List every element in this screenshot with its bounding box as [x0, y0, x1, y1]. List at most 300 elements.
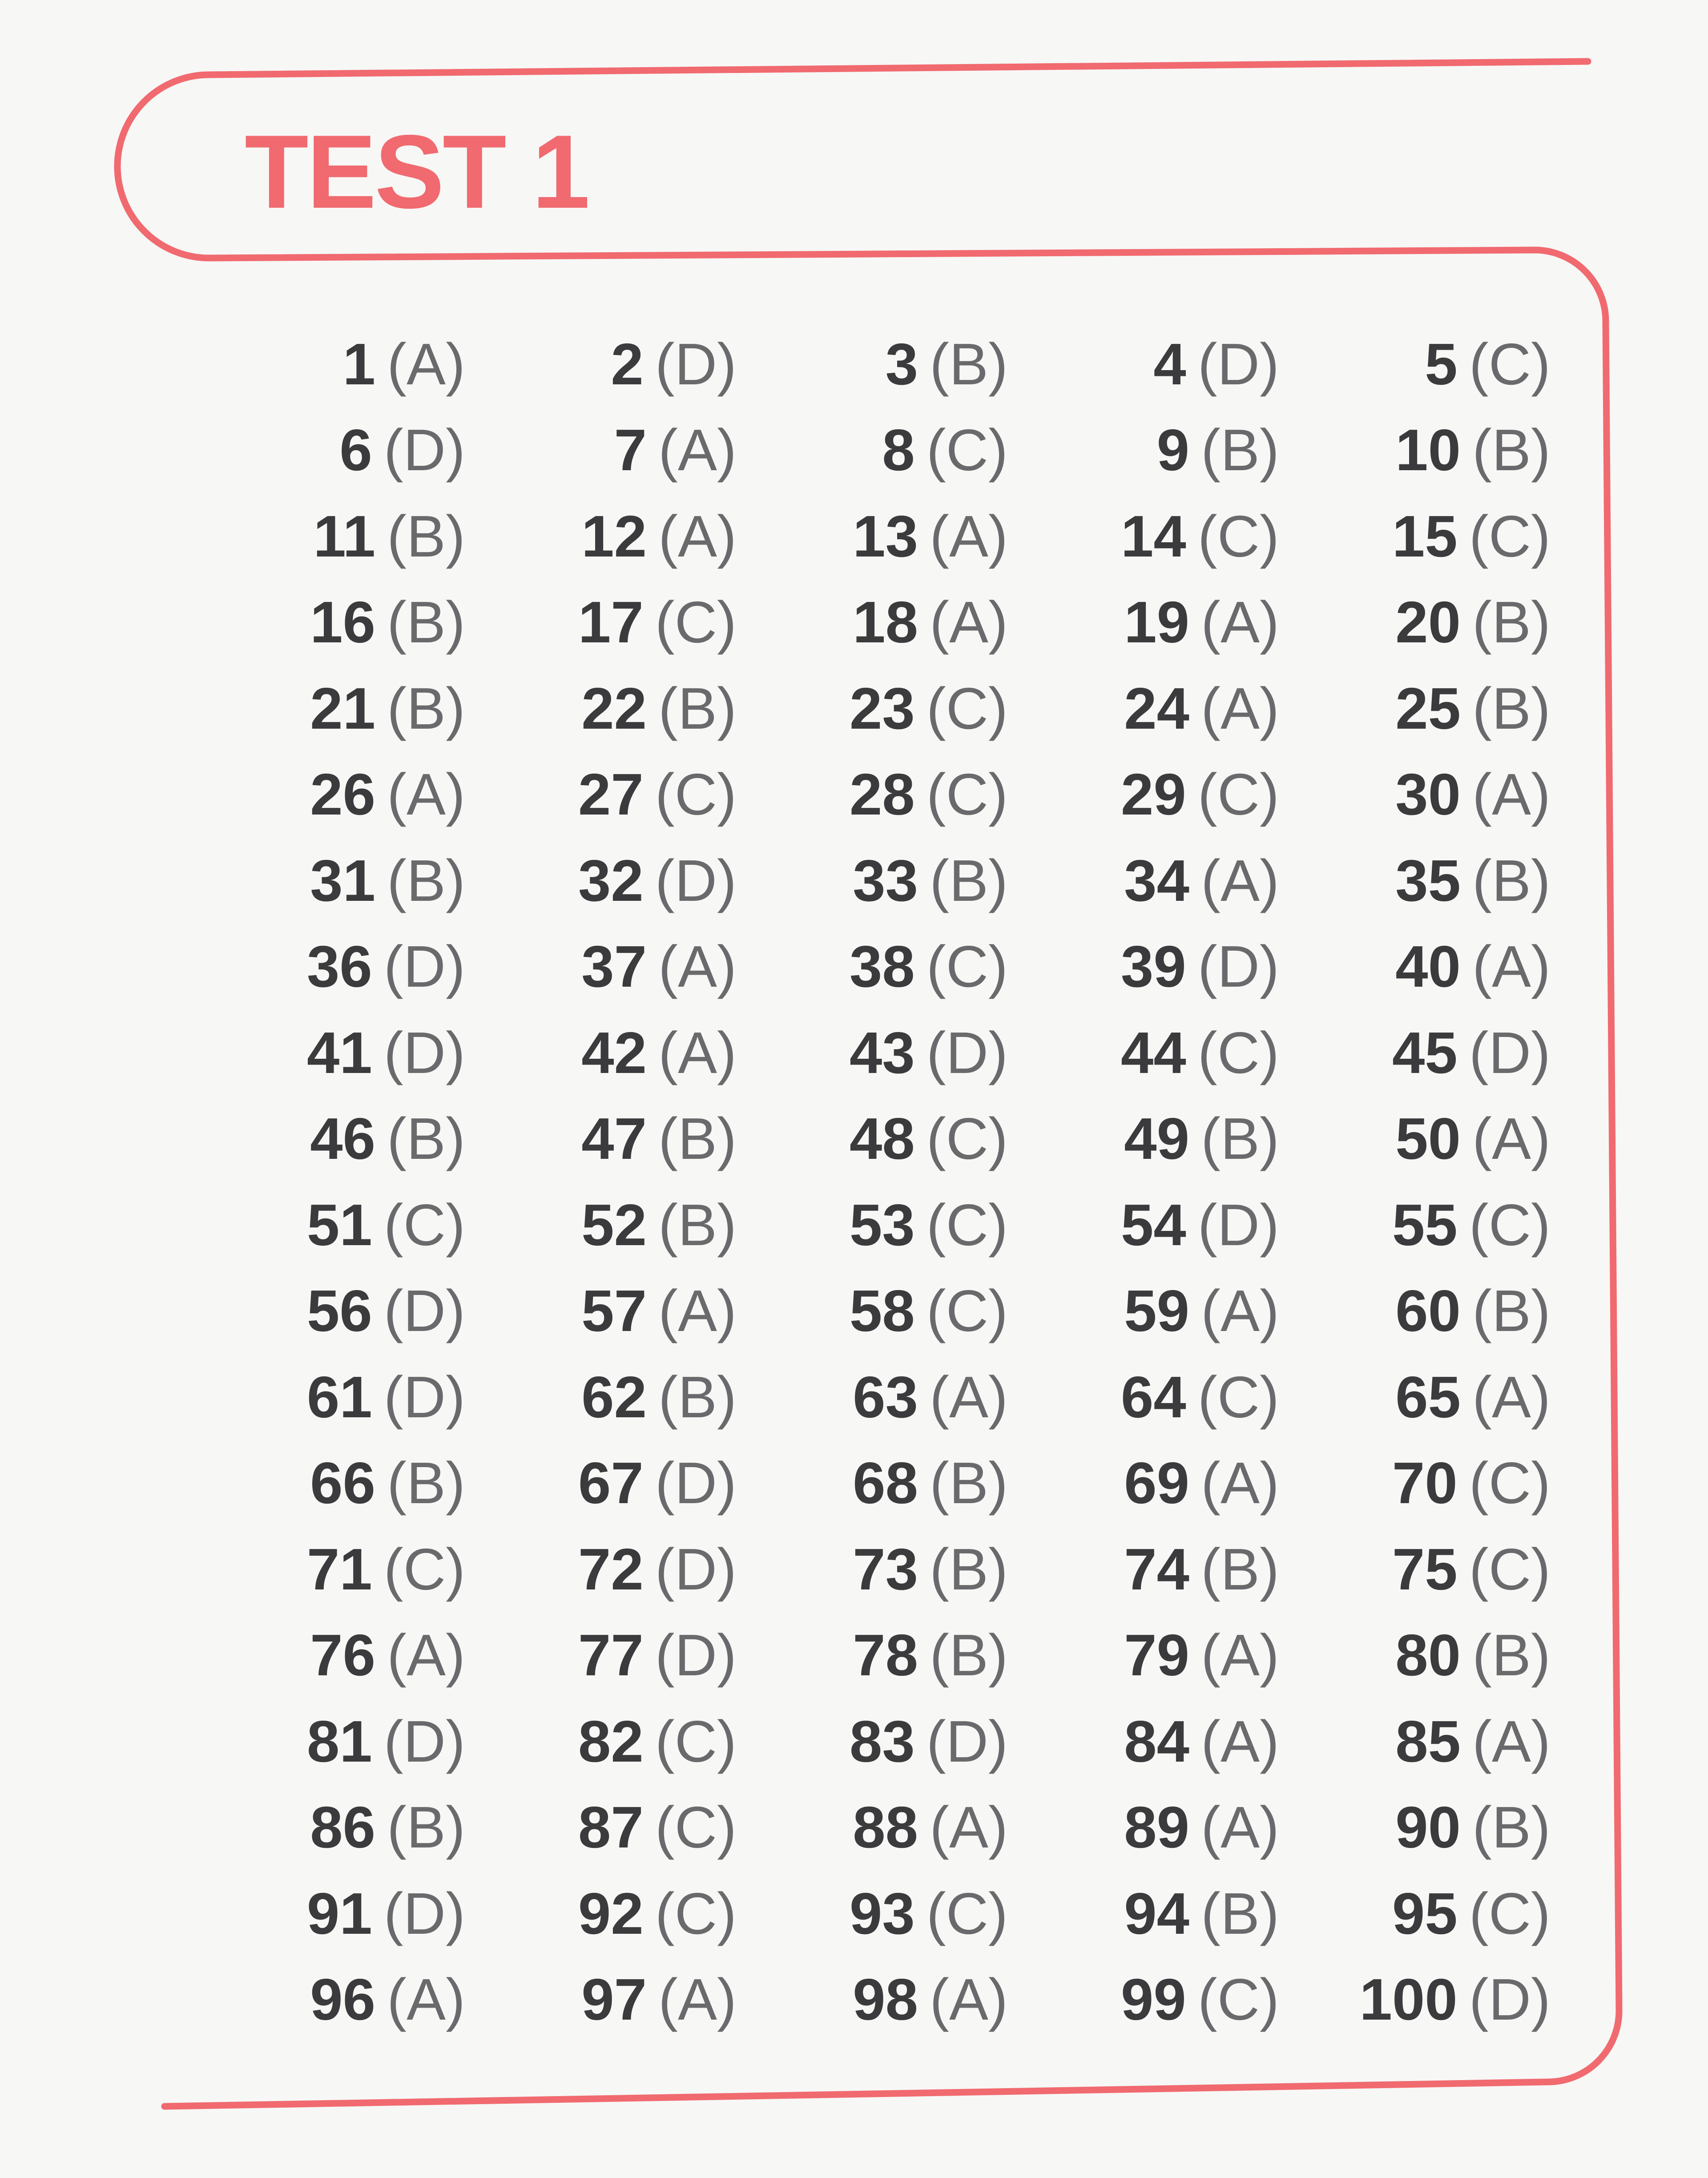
question-number: 10 — [1395, 417, 1461, 483]
answer-choice: (D) — [1197, 1192, 1279, 1258]
answer-choice: (D) — [383, 1020, 465, 1085]
question-number: 98 — [853, 1967, 918, 2033]
question-number: 31 — [310, 847, 376, 913]
answer-choice: (B) — [930, 1450, 1008, 1516]
question-number: 18 — [853, 589, 918, 655]
question-number: 74 — [1124, 1536, 1190, 1602]
answer-choice: (C) — [1197, 1020, 1279, 1085]
answer-choice: (C) — [1469, 1880, 1551, 1946]
answer-choice: (C) — [655, 1880, 737, 1946]
answer-item — [1290, 666, 1561, 752]
answer-item — [1019, 1182, 1290, 1268]
answer-choice: (A) — [1201, 1622, 1279, 1688]
answer-choice: (D) — [1197, 331, 1279, 397]
answer-item — [1019, 1010, 1290, 1096]
answer-item — [1290, 1957, 1561, 2043]
question-number: 57 — [581, 1278, 647, 1344]
answer-item — [1290, 924, 1561, 1010]
question-number: 85 — [1395, 1708, 1461, 1774]
answer-item — [1019, 1440, 1290, 1527]
question-number: 9 — [1156, 417, 1190, 483]
answer-item — [205, 1354, 476, 1440]
question-number: 7 — [614, 417, 647, 483]
answer-choice: (B) — [658, 1106, 737, 1172]
answer-choice: (A) — [930, 503, 1008, 569]
answer-choice: (B) — [387, 847, 465, 913]
answer-choice: (A) — [658, 1020, 737, 1085]
answer-choice: (A) — [1201, 1450, 1279, 1516]
question-number: 55 — [1392, 1192, 1458, 1258]
answer-item — [1290, 321, 1561, 407]
question-number: 3 — [885, 331, 918, 397]
question-number: 24 — [1124, 675, 1190, 741]
answer-item — [476, 752, 747, 838]
question-number: 14 — [1120, 503, 1186, 569]
question-number: 58 — [849, 1278, 915, 1344]
question-number: 76 — [310, 1622, 376, 1688]
question-number: 64 — [1120, 1364, 1186, 1430]
answer-item — [205, 924, 476, 1010]
answer-item — [476, 1268, 747, 1355]
question-number: 25 — [1395, 675, 1461, 741]
answer-item — [747, 580, 1019, 666]
answer-choice: (D) — [1469, 1020, 1551, 1085]
answer-item — [476, 1526, 747, 1613]
question-number: 90 — [1395, 1795, 1461, 1860]
question-number: 68 — [853, 1450, 918, 1516]
answer-item — [1290, 580, 1561, 666]
answer-choice: (A) — [1472, 1364, 1551, 1430]
question-number: 89 — [1124, 1795, 1190, 1860]
question-number: 36 — [306, 934, 372, 1000]
answer-choice: (C) — [1197, 1967, 1279, 2033]
answer-choice: (A) — [1201, 1795, 1279, 1860]
question-number: 69 — [1124, 1450, 1190, 1516]
answer-choice: (C) — [926, 675, 1008, 741]
answer-choice: (D) — [383, 1708, 465, 1774]
question-number: 5 — [1425, 331, 1458, 397]
question-number: 70 — [1392, 1450, 1458, 1516]
answer-choice: (C) — [926, 1278, 1008, 1344]
answer-item — [1290, 407, 1561, 494]
answer-item — [476, 838, 747, 924]
answer-item — [1019, 1698, 1290, 1785]
question-number: 46 — [310, 1106, 376, 1172]
answer-item — [1290, 1526, 1561, 1613]
answer-item — [1290, 1698, 1561, 1785]
answer-choice: (C) — [655, 1795, 737, 1860]
answer-item — [205, 1010, 476, 1096]
question-number: 62 — [581, 1364, 647, 1430]
answer-choice: (C) — [926, 762, 1008, 827]
answer-choice: (A) — [658, 934, 737, 1000]
answer-choice: (A) — [1201, 847, 1279, 913]
answer-item — [1290, 1096, 1561, 1182]
answer-item — [476, 1010, 747, 1096]
question-number: 95 — [1392, 1880, 1458, 1946]
answer-choice: (B) — [1472, 417, 1551, 483]
answer-choice: (C) — [926, 1192, 1008, 1258]
answer-choice: (C) — [1197, 503, 1279, 569]
answer-choice: (D) — [926, 1020, 1008, 1085]
answer-item — [476, 1785, 747, 1871]
answer-item — [1019, 1785, 1290, 1871]
answer-choice: (A) — [1472, 1106, 1551, 1172]
answer-choice: (A) — [658, 1967, 737, 2033]
answer-choice: (B) — [930, 847, 1008, 913]
question-number: 94 — [1124, 1880, 1190, 1946]
question-number: 47 — [581, 1106, 647, 1172]
question-number: 81 — [306, 1708, 372, 1774]
answer-choice: (A) — [387, 331, 465, 397]
answer-choice: (D) — [655, 1450, 737, 1516]
answer-item — [1019, 493, 1290, 580]
answer-item — [476, 321, 747, 407]
answer-choice: (C) — [926, 934, 1008, 1000]
answer-item — [476, 1354, 747, 1440]
question-number: 65 — [1395, 1364, 1461, 1430]
answer-choice: (D) — [655, 847, 737, 913]
question-number: 42 — [581, 1020, 647, 1085]
answer-choice: (B) — [658, 1192, 737, 1258]
question-number: 61 — [306, 1364, 372, 1430]
answer-choice: (A) — [387, 1967, 465, 2033]
answer-choice: (A) — [1201, 589, 1279, 655]
question-number: 35 — [1395, 847, 1461, 913]
answer-item — [205, 752, 476, 838]
answer-choice: (C) — [926, 417, 1008, 483]
question-number: 79 — [1124, 1622, 1190, 1688]
question-number: 93 — [849, 1880, 915, 1946]
question-number: 63 — [853, 1364, 918, 1430]
question-number: 72 — [578, 1536, 644, 1602]
answer-choice: (A) — [1472, 934, 1551, 1000]
question-number: 1 — [342, 331, 376, 397]
answer-choice: (C) — [383, 1536, 465, 1602]
answer-choice: (B) — [387, 1450, 465, 1516]
answer-choice: (A) — [930, 1364, 1008, 1430]
question-number: 99 — [1120, 1967, 1186, 2033]
question-number: 32 — [578, 847, 644, 913]
answer-choice: (B) — [930, 331, 1008, 397]
answer-item — [747, 321, 1019, 407]
question-number: 19 — [1124, 589, 1190, 655]
answer-item — [1290, 1182, 1561, 1268]
answer-choice: (D) — [383, 417, 465, 483]
answer-item — [476, 580, 747, 666]
answer-choice: (B) — [1201, 1106, 1279, 1172]
answer-choice: (A) — [1472, 1708, 1551, 1774]
answer-item — [747, 666, 1019, 752]
answer-choice: (A) — [1201, 675, 1279, 741]
answer-choice: (C) — [1197, 1364, 1279, 1430]
answer-item — [476, 1440, 747, 1527]
answer-item — [476, 1613, 747, 1699]
answer-item — [205, 1268, 476, 1355]
question-number: 27 — [578, 762, 644, 827]
answer-choice: (B) — [387, 503, 465, 569]
question-number: 45 — [1392, 1020, 1458, 1085]
question-number: 37 — [581, 934, 647, 1000]
question-number: 40 — [1395, 934, 1461, 1000]
question-number: 28 — [849, 762, 915, 827]
question-number: 84 — [1124, 1708, 1190, 1774]
question-number: 48 — [849, 1106, 915, 1172]
answer-choice: (A) — [387, 1622, 465, 1688]
question-number: 44 — [1120, 1020, 1186, 1085]
answer-item — [205, 407, 476, 494]
answer-item — [1290, 1871, 1561, 1957]
answer-item — [476, 493, 747, 580]
answer-item — [747, 1096, 1019, 1182]
answer-choice: (B) — [1201, 417, 1279, 483]
answer-item — [747, 752, 1019, 838]
answer-choice: (C) — [926, 1106, 1008, 1172]
answer-choice: (A) — [1201, 1278, 1279, 1344]
answer-choice: (D) — [655, 331, 737, 397]
answer-item — [1019, 1096, 1290, 1182]
question-number: 15 — [1392, 503, 1458, 569]
answer-choice: (B) — [1472, 847, 1551, 913]
answer-item — [476, 1096, 747, 1182]
answer-choice: (C) — [383, 1192, 465, 1258]
answer-item — [1019, 838, 1290, 924]
answer-choice: (C) — [655, 589, 737, 655]
answer-item — [205, 1698, 476, 1785]
answer-choice: (A) — [658, 417, 737, 483]
answer-choice: (B) — [1472, 589, 1551, 655]
question-number: 54 — [1120, 1192, 1186, 1258]
answer-item — [1019, 580, 1290, 666]
answer-choice: (C) — [1469, 331, 1551, 397]
answer-item — [205, 838, 476, 924]
question-number: 29 — [1120, 762, 1186, 827]
answer-item — [747, 1871, 1019, 1957]
question-number: 77 — [578, 1622, 644, 1688]
answer-item — [1019, 924, 1290, 1010]
answer-item — [747, 1613, 1019, 1699]
answer-choice: (C) — [655, 762, 737, 827]
question-number: 2 — [611, 331, 644, 397]
question-number: 51 — [306, 1192, 372, 1258]
question-number: 39 — [1120, 934, 1186, 1000]
answer-item — [1290, 493, 1561, 580]
answer-item — [747, 1354, 1019, 1440]
answer-choice: (B) — [387, 589, 465, 655]
answer-item — [747, 1698, 1019, 1785]
answer-item — [205, 1526, 476, 1613]
answer-item — [747, 1785, 1019, 1871]
question-number: 100 — [1359, 1967, 1458, 2033]
answer-choice: (A) — [930, 589, 1008, 655]
answer-item — [1019, 1354, 1290, 1440]
answer-choice: (C) — [1469, 1450, 1551, 1516]
answer-choice: (A) — [1472, 762, 1551, 827]
answer-item — [476, 1698, 747, 1785]
answer-item — [1290, 1268, 1561, 1355]
answer-choice: (A) — [1201, 1708, 1279, 1774]
answer-choice: (D) — [383, 1880, 465, 1946]
answer-choice: (B) — [387, 675, 465, 741]
answer-item — [205, 1182, 476, 1268]
answer-choice: (D) — [926, 1708, 1008, 1774]
answer-choice: (A) — [658, 503, 737, 569]
answer-item — [1019, 1526, 1290, 1613]
question-number: 33 — [853, 847, 918, 913]
answer-choice: (B) — [1472, 675, 1551, 741]
answer-item — [1290, 1785, 1561, 1871]
answer-item — [476, 1957, 747, 2043]
answer-choice: (B) — [1472, 1622, 1551, 1688]
question-number: 59 — [1124, 1278, 1190, 1344]
question-number: 52 — [581, 1192, 647, 1258]
answer-choice: (C) — [1469, 1192, 1551, 1258]
question-number: 82 — [578, 1708, 644, 1774]
question-number: 6 — [339, 417, 372, 483]
question-number: 17 — [578, 589, 644, 655]
answer-choice: (B) — [387, 1106, 465, 1172]
answer-item — [1290, 1440, 1561, 1527]
question-number: 56 — [306, 1278, 372, 1344]
answer-item — [476, 1182, 747, 1268]
question-number: 12 — [581, 503, 647, 569]
question-number: 80 — [1395, 1622, 1461, 1688]
answer-item — [747, 924, 1019, 1010]
answer-item — [205, 1613, 476, 1699]
answer-item — [747, 407, 1019, 494]
answer-choice: (B) — [387, 1795, 465, 1860]
question-number: 92 — [578, 1880, 644, 1946]
question-number: 97 — [581, 1967, 647, 2033]
answer-item — [1019, 752, 1290, 838]
answer-item — [747, 493, 1019, 580]
answer-choice: (B) — [930, 1622, 1008, 1688]
answer-choice: (B) — [658, 675, 737, 741]
answer-item — [747, 1957, 1019, 2043]
question-number: 13 — [853, 503, 918, 569]
answer-choice: (D) — [1469, 1967, 1551, 2033]
answer-item — [205, 493, 476, 580]
question-number: 71 — [306, 1536, 372, 1602]
answer-item — [1019, 407, 1290, 494]
test-title: TEST 1 — [245, 113, 588, 230]
question-number: 38 — [849, 934, 915, 1000]
question-number: 91 — [306, 1880, 372, 1946]
answer-item — [476, 407, 747, 494]
answer-item — [205, 1871, 476, 1957]
answer-item — [476, 924, 747, 1010]
question-number: 87 — [578, 1795, 644, 1860]
question-number: 67 — [578, 1450, 644, 1516]
question-number: 78 — [853, 1622, 918, 1688]
answer-choice: (D) — [655, 1622, 737, 1688]
question-number: 66 — [310, 1450, 376, 1516]
answer-item — [1019, 666, 1290, 752]
answer-choice: (C) — [1197, 762, 1279, 827]
answer-grid — [205, 321, 1561, 2069]
question-number: 75 — [1392, 1536, 1458, 1602]
answer-item — [1290, 838, 1561, 924]
answer-item — [205, 666, 476, 752]
question-number: 49 — [1124, 1106, 1190, 1172]
question-number: 43 — [849, 1020, 915, 1085]
answer-item — [205, 1440, 476, 1527]
answer-item — [205, 1785, 476, 1871]
question-number: 16 — [310, 589, 376, 655]
answer-choice: (A) — [387, 762, 465, 827]
answer-item — [747, 838, 1019, 924]
answer-item — [1290, 752, 1561, 838]
answer-choice: (B) — [1201, 1880, 1279, 1946]
answer-item — [205, 1957, 476, 2043]
question-number: 26 — [310, 762, 376, 827]
question-number: 21 — [310, 675, 376, 741]
answer-item — [1019, 1613, 1290, 1699]
question-number: 8 — [882, 417, 915, 483]
answer-choice: (A) — [658, 1278, 737, 1344]
answer-item — [1019, 321, 1290, 407]
answer-item — [1019, 1871, 1290, 1957]
answer-choice: (D) — [1197, 934, 1279, 1000]
answer-item — [747, 1182, 1019, 1268]
answer-choice: (C) — [1469, 503, 1551, 569]
answer-item — [205, 321, 476, 407]
answer-choice: (D) — [383, 934, 465, 1000]
question-number: 11 — [313, 503, 376, 569]
answer-choice: (B) — [1472, 1795, 1551, 1860]
answer-choice: (B) — [658, 1364, 737, 1430]
question-number: 4 — [1153, 331, 1186, 397]
answer-choice: (B) — [1201, 1536, 1279, 1602]
answer-choice: (D) — [383, 1364, 465, 1430]
question-number: 50 — [1395, 1106, 1461, 1172]
answer-item — [747, 1526, 1019, 1613]
answer-item — [476, 666, 747, 752]
answer-item — [1019, 1268, 1290, 1355]
answer-item — [1019, 1957, 1290, 2043]
question-number: 60 — [1395, 1278, 1461, 1344]
question-number: 88 — [853, 1795, 918, 1860]
answer-item — [747, 1268, 1019, 1355]
question-number: 23 — [849, 675, 915, 741]
question-number: 96 — [310, 1967, 376, 2033]
question-number: 22 — [581, 675, 647, 741]
answer-choice: (C) — [926, 1880, 1008, 1946]
answer-item — [205, 1096, 476, 1182]
answer-choice: (D) — [655, 1536, 737, 1602]
answer-item — [747, 1440, 1019, 1527]
answer-choice: (C) — [655, 1708, 737, 1774]
answer-choice: (D) — [383, 1278, 465, 1344]
question-number: 34 — [1124, 847, 1190, 913]
answer-item — [1290, 1613, 1561, 1699]
question-number: 73 — [853, 1536, 918, 1602]
answer-item — [1290, 1354, 1561, 1440]
answer-item — [205, 580, 476, 666]
question-number: 20 — [1395, 589, 1461, 655]
answer-choice: (A) — [930, 1795, 1008, 1860]
answer-choice: (B) — [1472, 1278, 1551, 1344]
answer-item — [476, 1871, 747, 1957]
question-number: 86 — [310, 1795, 376, 1860]
answer-choice: (B) — [930, 1536, 1008, 1602]
question-number: 53 — [849, 1192, 915, 1258]
answer-item — [747, 1010, 1019, 1096]
question-number: 30 — [1395, 762, 1461, 827]
answer-choice: (A) — [930, 1967, 1008, 2033]
answer-item — [1290, 1010, 1561, 1096]
answer-choice: (C) — [1469, 1536, 1551, 1602]
